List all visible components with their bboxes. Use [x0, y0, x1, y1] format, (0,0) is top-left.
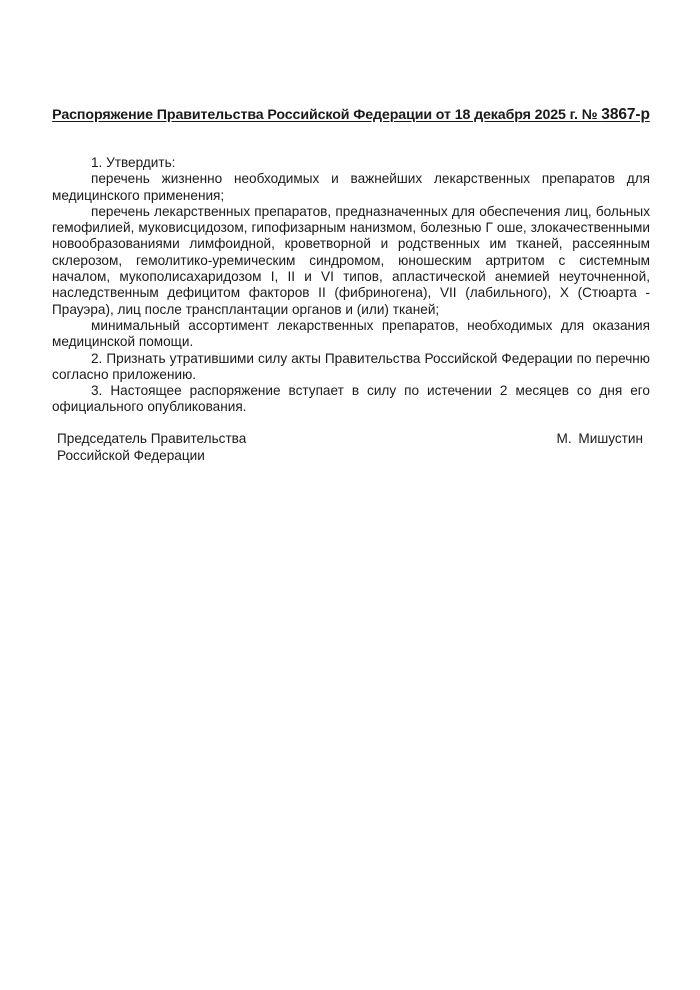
paragraph-item-2-repeal: 2. Признать утратившими силу акты Правительства Российской Федерации по перечню согласно приложению. — [52, 350, 650, 382]
paragraph-item-3-effective-date: 3. Настоящее распоряжение вступает в силу по истечении 2 месяцев со дня его официального опубликования. — [52, 383, 650, 415]
paragraph-special-drugs-list: перечень лекарственных препаратов, предназначенных для обеспечения лиц, больных гемофилией, муковисцидозом, гипофизарным нанизмом, болезнью Г оше, злокачественными новообразованиями лимфоидной, кроветворной и родственных им тканей, рассеянным склерозом, гемолитико-уремическим синдромом, юношеским артритом с системным началом, мукополисахаридозом I, II и VI типов, апластической анемией неуточненной, наследственным дефицитом факторов II (фибриногена), VII (лабильного), X (Стюарта - Прауэра), лиц после трансплантации органов и (или) тканей; — [52, 203, 650, 317]
signatory-position-line1: Председатель Правительства — [57, 431, 247, 446]
title-number: 3867-р — [601, 106, 650, 123]
document-body — [52, 155, 650, 416]
title-main-text: Распоряжение Правительства Российской Федерации от 18 декабря 2025 г. № — [52, 107, 602, 123]
signatory-position — [57, 430, 246, 464]
document-title — [52, 106, 650, 124]
paragraph-essential-drugs-list: перечень жизненно необходимых и важнейших лекарственных препаратов для медицинского применения; — [52, 171, 650, 203]
paragraph-item-1-approve: 1. Утвердить: — [91, 155, 176, 170]
signatory-name: М. Мишустин — [556, 431, 643, 446]
signatory-position-line2: Российской Федерации — [57, 448, 205, 463]
paragraph-minimal-assortment: минимальный ассортимент лекарственных препаратов, необходимых для оказания медицинской помощи. — [52, 317, 650, 350]
